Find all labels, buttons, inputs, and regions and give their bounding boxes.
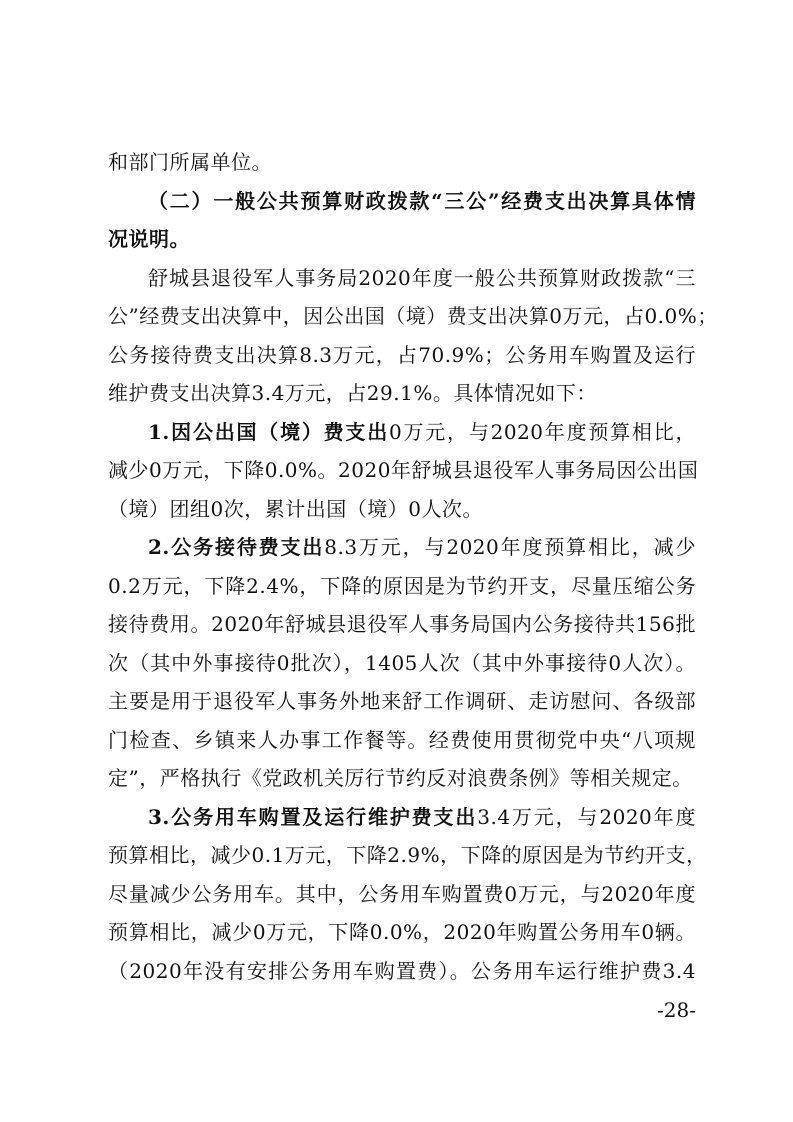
item-lead: 1.因公出国（境）费支出 <box>148 419 389 444</box>
page-number: -28- <box>657 998 696 1022</box>
item-lead: 2.公务接待费支出 <box>148 535 325 559</box>
item-lead: 3.公务用车购置及运行维护费支出 <box>148 804 478 829</box>
text-line: 接待费用。2020年舒城县退役军人事务局国内公务接待共156批 <box>108 612 696 636</box>
section-heading-line: （二）一般公共预算财政拨款“三公”经费支出决算具体情 <box>148 188 696 213</box>
text-line: 舒城县退役军人事务局2020年度一般公共预算财政拨款“三 <box>148 265 696 290</box>
text-line: 定”，严格执行《党政机关厉行节约反对浪费条例》等相关规定。 <box>108 766 693 790</box>
text-line: 3.公务用车购置及运行维护费支出3.4万元，与2020年度 <box>148 804 696 829</box>
text-line: 2.公务接待费支出8.3万元，与2020年度预算相比，减少 <box>148 535 696 559</box>
text-line: （境）团组0次，累计出国（境）0人次。 <box>108 496 483 521</box>
text-line: 次（其中外事接待0批次），1405人次（其中外事接待0人次）。 <box>108 650 696 675</box>
text-line: 1.因公出国（境）费支出0万元，与2020年度预算相比， <box>148 419 696 444</box>
text-line: 门检查、乡镇来人办事工作餐等。经费使用贯彻党中央“八项规 <box>108 727 696 752</box>
document-body <box>108 143 718 990</box>
text-line: 0.2万元，下降2.4%，下降的原因是为节约开支，尽量压缩公务 <box>108 573 696 598</box>
text-line: 公”经费支出决算中，因公出国（境）费支出决算0万元，占0.0%； <box>108 304 718 328</box>
text-line: 预算相比，减少0万元，下降0.0%，2020年购置公务用车0辆。 <box>108 920 696 944</box>
text-line: 尽量减少公务用车。其中，公务用车购置费0万元，与2020年度 <box>108 881 696 906</box>
section-heading-line: 况说明。 <box>108 227 190 251</box>
text-line: （2020年没有安排公务用车购置费）。公务用车运行维护费3.4 <box>108 958 696 983</box>
text-line: 减少0万元，下降0.0%。2020年舒城县退役军人事务局因公出国 <box>108 458 699 482</box>
text-line: 主要是用于退役军人事务外地来舒工作调研、走访慰问、各级部 <box>108 689 696 713</box>
text-line: 维护费支出决算3.4万元，占29.1%。具体情况如下： <box>108 381 597 405</box>
text-line: 和部门所属单位。 <box>108 150 272 174</box>
text-line: 预算相比，减少0.1万元，下降2.9%，下降的原因是为节约开支， <box>108 843 707 867</box>
text-line: 公务接待费支出决算8.3万元，占70.9%；公务用车购置及运行 <box>108 342 696 367</box>
